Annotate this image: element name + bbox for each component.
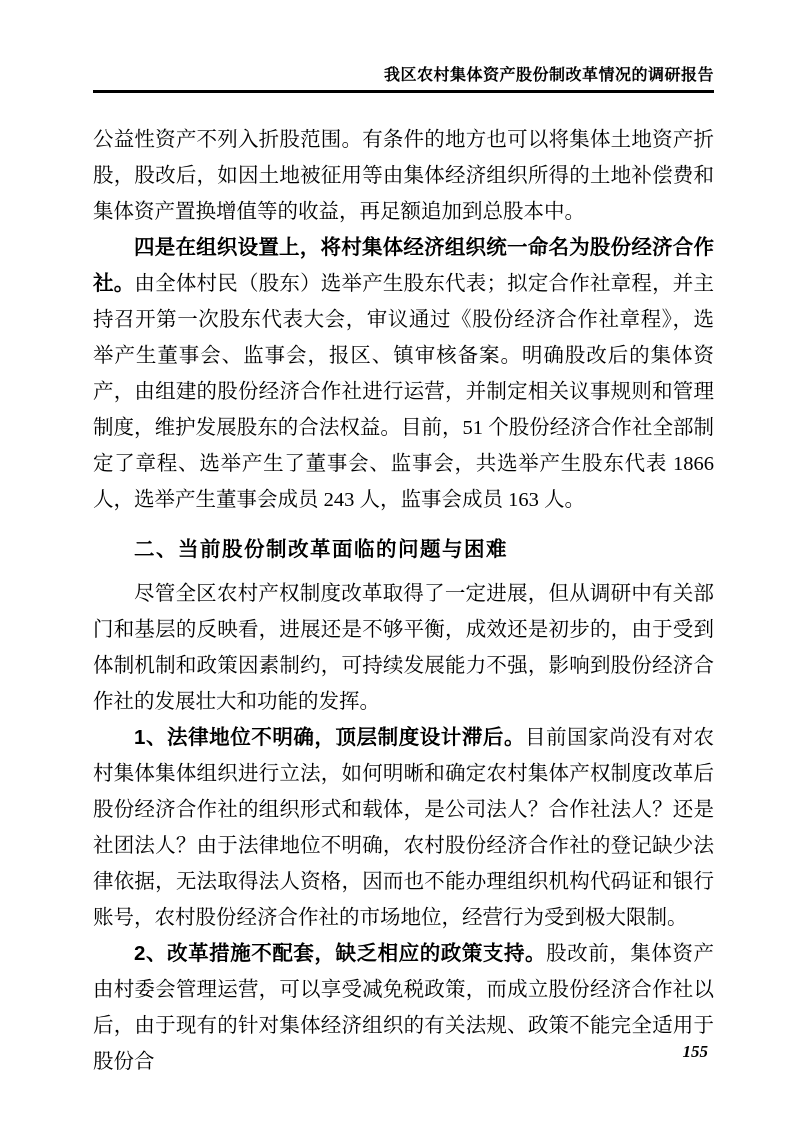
- paragraph-org-setup-lead: 四是在组织设置上，将村集体经济组织统一命名为股份经济合作社。: [93, 236, 714, 295]
- page-content: [93, 66, 714, 1080]
- paragraph-issue-1-lead: 1、法律地位不明确，顶层制度设计滞后。: [134, 726, 526, 749]
- paragraph-org-setup-rest: 由全体村民（股东）选举产生股东代表；拟定合作社章程，并主持召开第一次股东代表大会，审议通过《股份经济合作社章程》，选举产生董事会、监事会，报区、镇审核备案。明确股改后的集体资产，由组建的股份经济合作社进行运营，并制定相关议事规则和管理制度，维护发展股东的合法权益。目前，51 个股份经济合作社全部制定了章程、选举产生了董事会、监事会，共选举产生股东代表 1866 人，选举产生董事会成员 243 人，监事会成员 163 人。: [93, 273, 715, 511]
- header-rule: [93, 90, 714, 93]
- paragraph-asset-scope-text: 公益性资产不列入折股范围。有条件的地方也可以将集体土地资产折股，股改后，如因土地被征用等由集体经济组织所得的土地补偿费和集体资产置换增值等的收益，再足额追加到总股本中。: [93, 129, 714, 223]
- paragraph-issue-2: [93, 936, 714, 1080]
- section-heading-problems: 二、当前股份制改革面临的问题与困难: [134, 538, 508, 561]
- paragraph-progress-overview-text: 尽管全区农村产权制度改革取得了一定进展，但从调研中有关部门和基层的反映看，进展还是不够平衡，成效还是初步的，由于受到体制机制和政策因素制约，可持续发展能力不强，影响到股份经济合作社的发展壮大和功能的发挥。: [93, 583, 714, 713]
- paragraph-issue-2-rest: 股改前，集体资产由村委会管理运营，可以享受减免税政策，而成立股份经济合作社以后，由于现有的针对集体经济组织的有关法规、政策不能完全适用于股份合: [93, 943, 715, 1073]
- paragraph-asset-scope: [93, 122, 714, 230]
- report-header-title: 我区农村集体资产股份制改革情况的调研报告: [383, 67, 714, 84]
- paragraph-progress-overview: [93, 576, 714, 720]
- paragraph-issue-2-lead: 2、改革措施不配套，缺乏相应的政策支持。: [134, 942, 547, 965]
- page-header: [93, 66, 714, 93]
- document-body: [93, 122, 714, 1080]
- paragraph-issue-1: [93, 720, 714, 936]
- page-number: 155: [682, 1042, 708, 1061]
- paragraph-org-setup: [93, 230, 714, 518]
- paragraph-issue-1-rest: 目前国家尚没有对农村集体集体组织进行立法，如何明晰和确定农村集体产权制度改革后股份经济合作社的组织形式和载体，是公司法人？合作社法人？还是社团法人？由于法律地位不明确，农村股份经济合作社的登记缺少法律依据，无法取得法人资格，因而也不能办理组织机构代码证和银行账号，农村股份经济合作社的市场地位，经营行为受到极大限制。: [93, 727, 715, 929]
